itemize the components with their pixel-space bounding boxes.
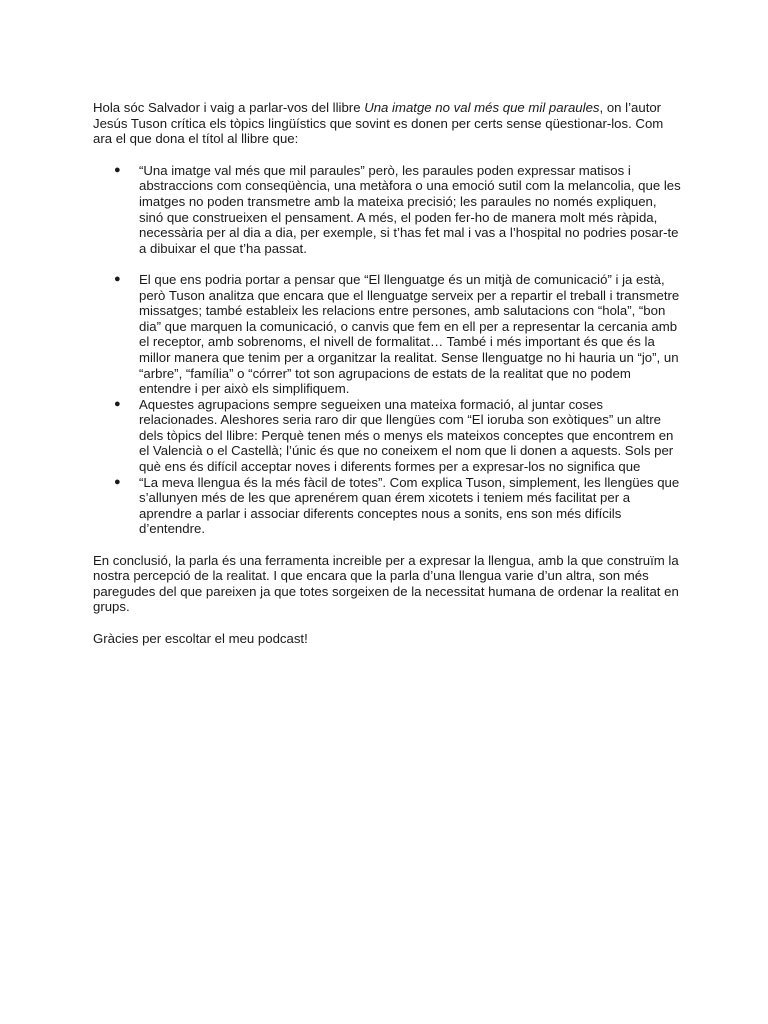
intro-text-end: , on l’autor Jesús Tuson crítica els tòpics lingüístics que sovint es donen per certs sense qüestionar-los. Com ara el que dona el títol al llibre que: xyxy=(93,100,664,147)
list-item-text: “Una imatge val més que mil paraules” però, les paraules poden expressar matisos i abstraccions com conseqüència, una metàfora o una emoció sutil com la melancolia, que les imatges no poden transmetre amb la mateixa precisió; les paraules no només expliquen, sinó que construeixen el pensament. A més, el poden fer-ho de manera molt més ràpida, necessària per al dia a dia, per exemple, si t’has fet mal i vas a l’hospital no podries posar-te a dibuixar el que t’ha passat. xyxy=(139,162,681,256)
bullet-icon: ● xyxy=(114,475,121,488)
bullet-icon: ● xyxy=(114,272,121,285)
intro-paragraph xyxy=(93,100,683,147)
closing-line: Gràcies per escoltar el meu podcast! xyxy=(93,631,308,646)
list-item xyxy=(93,397,683,475)
topics-list xyxy=(93,163,683,537)
list-item-text: Aquestes agrupacions sempre segueixen una mateixa formació, al juntar coses relacionades. Aleshores seria raro dir que llengües com “El ioruba son exòtiques” un altre dels tòpics del llibre: Perquè tenen més o menys els mateixos conceptes que encontrem en el Valencià o el Castellà; l’únic és que no coneixem el nom que li donen a aquests. Sols per què ens és difícil acceptar noves i diferents formes per a expresar-los no significa que xyxy=(139,396,674,475)
book-title: Una imatge no val més que mil paraules xyxy=(364,100,600,115)
list-item-text: El que ens podria portar a pensar que “El llenguatge és un mitjà de comunicació” i ja està, però Tuson analitza que encara que el llenguatge serveix per a repartir el treball i transmetre missatges; també estableix les relacions entre persones, amb salutacions con “hola”, “bon dia” que marquen la comunicació, o canvis que fem en ell per a representar la cercania amb el receptor, amb sobrenoms, el nivell de formalitat… També i més important és que és la millor manera que tenim per a organitzar la realitat. Sense llenguatge no hi hauria un “jo”, un “arbre”, “família” o “córrer” tot son agrupacions de estats de la realitat que no podem entendre i per això els simplifiquem. xyxy=(139,271,680,397)
list-item xyxy=(93,475,683,537)
list-item-text: “La meva llengua és la més fàcil de totes”. Com explica Tuson, simplement, les llengües que s’allunyen més de les que aprenérem quan érem xicotets i teniem més facilitat per a aprendre a parlar i associar diferents conceptes nous a sonits, ens son més difícils d’entendre. xyxy=(139,474,680,537)
bullet-icon: ● xyxy=(114,397,121,410)
intro-text-start: Hola sóc Salvador i vaig a parlar-vos del llibre xyxy=(93,100,365,115)
list-item xyxy=(93,272,683,397)
document-body xyxy=(93,100,683,647)
list-item xyxy=(93,163,683,257)
conclusion-paragraph: En conclusió, la parla és una ferramenta increible per a expresar la llengua, amb la que construïm la nostra percepció de la realitat. I que encara que la parla d’una llengua varie d’un altra, son més paregudes del que pareixen ja que totes sorgeixen de la necessitat humana de ordenar la realitat en grups. xyxy=(93,552,679,615)
bullet-icon: ● xyxy=(114,163,121,176)
